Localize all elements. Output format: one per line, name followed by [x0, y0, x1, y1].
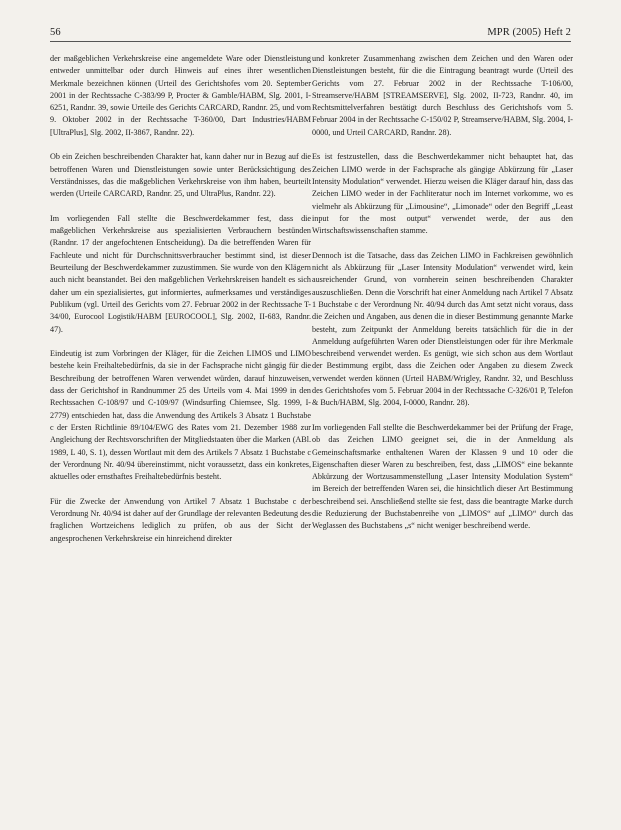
paragraph: der maßgeblichen Verkehrskreise eine angemeldete Ware oder Dienstleistung entweder unmittelbar oder durch Hinweis auf eines ihrer wesentlichen Merkmale bezeichnen können (Urteil des Gerichtshofes vom 20. September 2001 in der Rechtssache C-383/99 P, Procter & Gamble/HABM, Slg. 2001, I-6251, Randnr. 39, sowie Urteile des Gerichts CARCARD, Randnr. 25, und vom 9. Oktober 2002 in der Rechtssache T-360/00, Dart Industries/HABM [UltraPlus], Slg. 2002, II-3867, Randnr. 22).	[50, 54, 311, 137]
paragraph: Dennoch ist die Tatsache, dass das Zeichen LIMO in Fachkreisen gewöhnlich nicht als Abkürzung für „Laser Intensity Modulation“ verwendet wird, kein ausreichender Grund, von vornherein seinen beschreibenden Charakter auszuschließen. Denn die Vorschrift hat einer Anmeldung nach Artikel 7 Absatz 1 Buchstabe c der Verordnung Nr. 40/94 durch das Amt setzt nicht voraus, dass die Zeichen und Angaben, aus denen die in dieser Bestimmung genannte Marke besteht, zum Zeitpunkt der Anmeldung bereits tatsächlich für die in der Anmeldung aufgeführten Waren oder Dienstleistungen oder für ihre Merkmale beschreibend verwendet werden. Es genügt, wie sich schon aus dem Wortlaut der Bestimmung ergibt, dass die Zeichen oder Angaben zu diesem Zweck verwendet werden können (Urteil HABM/Wrigley, Randnr. 32, und Beschluss des Gerichtshofes vom 5. Februar 2004 in der Rechtssache C-326/01 P, Telefon & Buch/HABM, Slg. 2004, I-0000, Randnr. 28).	[312, 250, 573, 408]
paragraph: Es ist festzustellen, dass die Beschwerdekammer nicht behauptet hat, das Zeichen LIMO werde in der Fachsprache als gängige Abkürzung für „Laser Intensity Modulation“ verwendet. Hierzu weisen die Kläger darauf hin, dass das Zeichen LIMO weder in der Fachliteratur noch im Internet vorkomme, wo es vielmehr als Abkürzung für „Limousine“, „Limonade“ oder den Begriff „Least input for the most output“ verwendet werde, der aus den Wirtschaftswissenschaften stamme.	[312, 152, 573, 236]
paragraph: Im vorliegenden Fall stellte die Beschwerdekammer fest, dass die maßgeblichen Verkehrskreise aus spezialisierten Verbrauchern bestünden (Randnr. 17 der angefochtenen Entscheidung). Da die betreffenden Waren für Fachleute und nicht für Durchschnittsverbraucher bestimmt sind, ist dieser Beurteilung der Beschwerdekammer zuzustimmen. Sie wurde von den Klägern auch nicht beanstandet. Bei den maßgeblichen Verkehrskreisen handelt es sich daher um ein spezialisiertes, gut informiertes, aufmerksames und verständiges Publikum (vgl. Urteil des Gerichts vom 27. Februar 2002 in der Rechtssache T-34/00, Eurocool Logistik/HABM [EUROCOOL], Slg. 2002, II-683, Randnr. 47).	[50, 213, 311, 334]
paragraph: Ob ein Zeichen beschreibenden Charakter hat, kann daher nur in Bezug auf die betroffenen Waren und Dienstleistungen sowie unter Berücksichtigung des Verständnisses, das die maßgeblichen Verkehrskreise von ihm haben, beurteilt werden (Urteile CARCARD, Randnr. 25, und UltraPlus, Randnr. 22).	[50, 152, 311, 199]
left-column	[50, 53, 311, 545]
paragraph: Im vorliegenden Fall stellte die Beschwerdekammer bei der Prüfung der Frage, ob das Zeichen LIMO geeignet sei, die in der Anmeldung als Gemeinschaftsmarke enthaltenen Waren der Klassen 9 und 10 oder die Eigenschaften dieser Waren zu beschreiben, fest, dass „LIMOS“ eine bekannte Abkürzung der Wortzusammenstellung „Laser Intensity Modulation System“ im Bereich der betreffenden Waren sei, die hinsichtlich dieser Art Bestimmung beschreibend sei. Anschließend stellte sie fest, dass die beantragte Marke durch die Reduzierung der Buchstabenreihe von „LIMOS“ auf „LIMO“ durch das Weglassen des Buchstabens „s“ nicht weniger beschreibend werde.	[312, 422, 573, 531]
journal-reference: MPR (2005) Heft 2	[487, 27, 571, 38]
paragraph: und konkreter Zusammenhang zwischen dem Zeichen und den Waren oder Dienstleistungen besteht, für die die Eintragung beantragt wurde (Urteil des Gerichts vom 27. Februar 2002 in der Rechtssache T-106/00, Streamserve/HABM [STREAMSERVE], Slg. 2002, II-723, Randnr. 40, im Rechtsmittelverfahren bestätigt durch Beschluss des Gerichtshofs vom 5. Februar 2004 in der Rechtssache C-150/02 P, Streamserve/HABM, Slg. 2004, I-0000, und Urteil CARCARD, Randnr. 28).	[312, 54, 573, 137]
page-number: 56	[50, 27, 61, 38]
paragraph: Eindeutig ist zum Vorbringen der Kläger, für die Zeichen LIMOS und LIMO bestehe kein Freihaltebedürfnis, da sie in der Fachsprache nicht gängig für die Beschreibung der betroffenen Waren verwendet würden, darauf hinzuweisen, dass der Gerichtshof in Randnummer 25 des Urteils vom 4. Mai 1999 in den Rechtssachen C-108/97 und C-109/97 (Windsurfing Chiemsee, Slg. 1999, I-2779) entschieden hat, dass die Anwendung des Artikels 3 Absatz 1 Buchstabe c der Ersten Richtlinie 89/104/EWG des Rates vom 21. Dezember 1988 zur Angleichung der Rechtsvorschriften der Mitgliedstaaten über die Marken (ABl. 1989, L 40, S. 1), dessen Wortlaut mit dem des Artikels 7 Absatz 1 Buchstabe c der Verordnung Nr. 40/94 übereinstimmt, nicht voraussetzt, dass ein konkretes, aktuelles oder ernsthaftes Freihaltebedürfnis besteht.	[50, 349, 311, 482]
right-column	[312, 53, 573, 533]
paragraph: Für die Zwecke der Anwendung von Artikel 7 Absatz 1 Buchstabe c der Verordnung Nr. 40/94 ist daher auf der Grundlage der relevanten Bedeutung des fraglichen Wortzeichens lediglich zu prüfen, ob aus der Sicht der angesprochenen Verkehrskreise ein hinreichend direkter	[50, 496, 311, 543]
page-header	[50, 27, 571, 42]
